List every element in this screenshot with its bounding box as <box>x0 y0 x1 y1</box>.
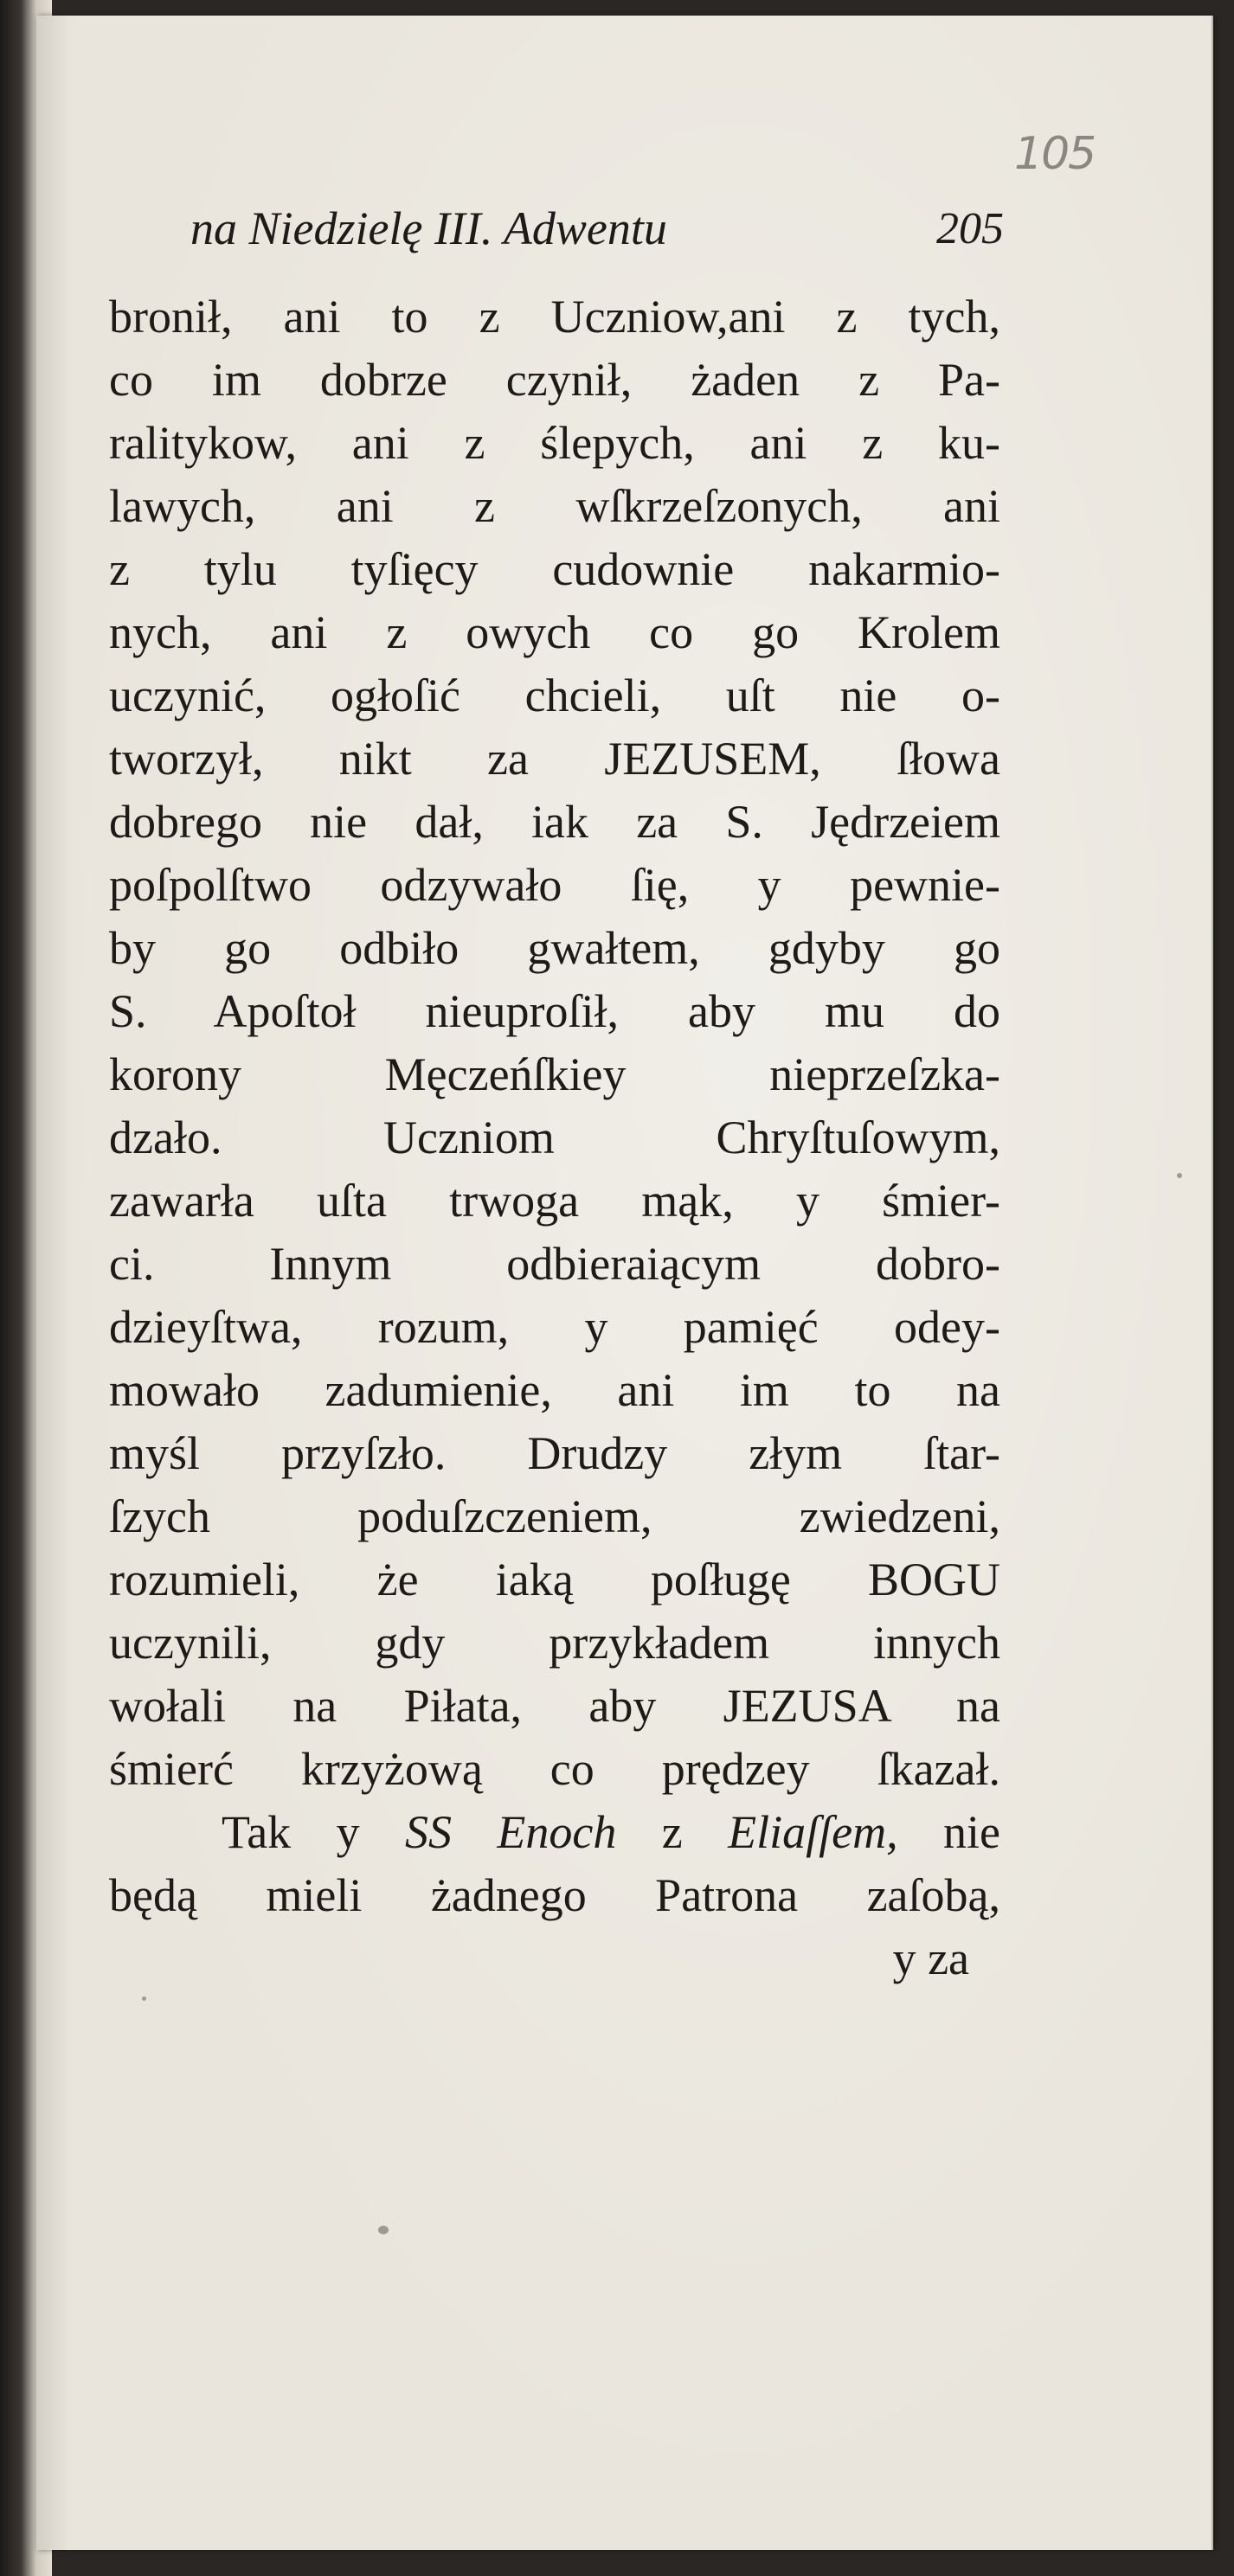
text-line: będą mieli żadnego Patrona zaſobą, <box>109 1869 1000 1921</box>
text-line: uczynili, gdy przykładem innych <box>109 1617 1000 1669</box>
italic-name-eliasz: Eliaſſem, <box>728 1806 898 1858</box>
text-line: mowało zadumienie, ani im to na <box>109 1364 1000 1416</box>
text-line: myśl przyſzło. Drudzy złym ſtar- <box>109 1427 1000 1479</box>
text-line: uczynić, ogłoſić chcieli, uſt nie o- <box>109 670 1000 721</box>
text-line: rozumieli, że iaką poſługę BOGU <box>109 1554 1000 1605</box>
text-line: co im dobrze czynił, żaden z Pa- <box>109 354 1000 406</box>
book-page <box>36 16 1213 2550</box>
paragraph-2-first-line <box>109 1801 1000 1864</box>
text-line: korony Męczeńſkiey nieprzeſzka- <box>109 1048 1000 1100</box>
text-line: poſpolſtwo odzywało ſię, y pewnie- <box>109 859 1000 911</box>
text-line: S. Apoſtoł nieuproſił, aby mu do <box>109 985 1000 1037</box>
catchword: y za <box>892 1932 969 1984</box>
text-line: lawych, ani z wſkrzeſzonych, ani <box>109 480 1000 532</box>
italic-name-enoch: SS Enoch <box>405 1806 617 1858</box>
paper-speck <box>378 2226 389 2234</box>
text-line: tworzył, nikt za JEZUSEM, ſłowa <box>109 733 1000 785</box>
page-number: 205 <box>936 204 1004 253</box>
text-line: dobrego nie dał, iak za S. Jędrzeiem <box>109 796 1000 848</box>
text-line: ci. Innym odbieraiącym dobro- <box>109 1238 1000 1290</box>
text-fragment: Tak y <box>222 1806 360 1858</box>
text-line: wołali na Piłata, aby JEZUSA na <box>109 1680 1000 1732</box>
paper-speck <box>142 1996 146 2001</box>
text-line: z tylu tyſięcy cudownie nakarmio- <box>109 543 1000 595</box>
text-fragment: z <box>661 1806 683 1858</box>
text-line: bronił, ani to z Ucznіow,ani z tych, <box>109 291 1000 343</box>
text-line: ralitykow, ani z ślepych, ani z ku- <box>109 417 1000 469</box>
text-line: zawarła uſta trwoga mąk, y śmier- <box>109 1175 1000 1227</box>
text-line: by go odbiło gwałtem, gdyby go <box>109 922 1000 974</box>
running-title: na Niedzielę III. Adwentu <box>190 202 667 254</box>
text-line: dzieyſtwa, rozum, y pamięć odey- <box>109 1301 1000 1353</box>
pencil-page-annotation: 105 <box>1014 128 1096 180</box>
text-line: śmierć krzyżową co prędzey ſkazał. <box>109 1743 1000 1795</box>
text-line: nych, ani z owych co go Krolem <box>109 606 1000 658</box>
body-text <box>109 285 1000 1990</box>
text-line: dzało. Uczniom Chryſtuſowym, <box>109 1112 1000 1163</box>
paper-speck <box>1177 1173 1182 1178</box>
page-header <box>190 202 1004 271</box>
text-line: ſzych poduſzczeniem, zwiedzeni, <box>109 1490 1000 1542</box>
text-fragment: nie <box>943 1806 1000 1858</box>
